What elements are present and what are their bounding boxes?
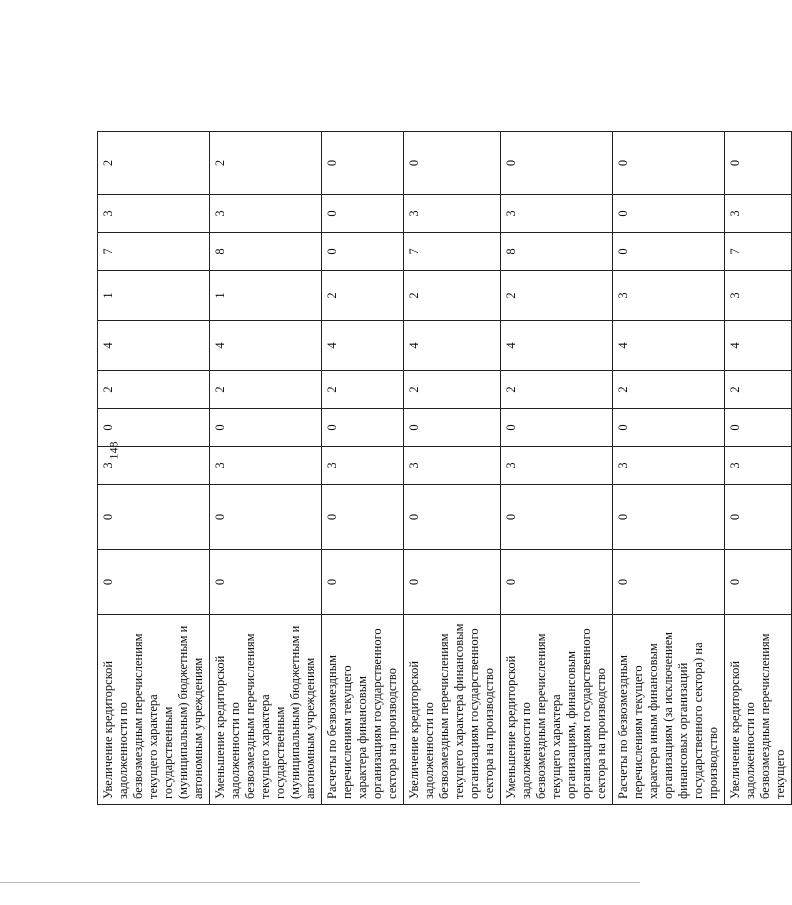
code-cell: 2 (322, 271, 404, 321)
table-row (613, 132, 725, 805)
code-cell: 2 (210, 371, 322, 409)
code-cell: 0 (613, 132, 725, 195)
table-row (501, 132, 613, 805)
table-row (98, 132, 210, 805)
row-description: Увеличение кредиторской задолженности по безвозмездным перечислениям текущего (725, 615, 792, 805)
code-cell: 0 (98, 409, 210, 447)
code-cell: 0 (98, 550, 210, 615)
code-cell: 3 (613, 447, 725, 485)
document-table-wrapper (97, 132, 787, 805)
row-description: Уменьшение кредиторской задолженности по безвозмездным перечислениям текущего характера государственным (муниципальным) бюджетным и автономным учреждениям (210, 615, 322, 805)
code-cell: 0 (613, 485, 725, 550)
code-cell: 0 (613, 550, 725, 615)
code-cell: 0 (501, 132, 613, 195)
code-cell: 3 (210, 447, 322, 485)
code-cell: 3 (404, 447, 501, 485)
code-cell: 2 (501, 371, 613, 409)
code-cell: 3 (725, 271, 792, 321)
row-description: Расчеты по безвозмездным перечислениям текущего характера иным финансовым организациям (за исключением финансовых организаций государственного сектора) на производство (613, 615, 725, 805)
code-cell: 4 (501, 321, 613, 371)
row-description: Увеличение кредиторской задолженности по безвозмездным перечислениям текущего характера государственным (муниципальным) бюджетным и автономным учреждениям (98, 615, 210, 805)
code-cell: 0 (322, 550, 404, 615)
code-cell: 0 (210, 550, 322, 615)
code-cell: 0 (404, 550, 501, 615)
code-cell: 0 (322, 233, 404, 271)
code-cell: 0 (404, 132, 501, 195)
code-cell: 2 (322, 371, 404, 409)
code-cell: 2 (98, 132, 210, 195)
code-cell: 0 (613, 233, 725, 271)
row-description: Увеличение кредиторской задолженности по безвозмездным перечислениям текущего характера финансовым организациям государственного сектора на производство (404, 615, 501, 805)
code-cell: 3 (98, 447, 210, 485)
code-cell: 0 (210, 409, 322, 447)
page-bottom-rule (0, 882, 640, 883)
code-cell: 0 (613, 195, 725, 233)
code-cell: 0 (210, 485, 322, 550)
code-cell: 2 (501, 271, 613, 321)
row-description: Расчеты по безвозмездным перечислениям текущего характера финансовым организациям государственного сектора на производство (322, 615, 404, 805)
code-cell: 0 (322, 409, 404, 447)
code-cell: 2 (404, 371, 501, 409)
code-cell: 4 (210, 321, 322, 371)
code-cell: 3 (98, 195, 210, 233)
code-cell: 4 (725, 321, 792, 371)
code-cell: 0 (725, 132, 792, 195)
code-cell: 0 (98, 485, 210, 550)
code-cell: 4 (613, 321, 725, 371)
table-body (98, 132, 792, 805)
code-cell: 0 (322, 132, 404, 195)
code-cell: 0 (725, 485, 792, 550)
code-cell: 0 (404, 409, 501, 447)
code-cell: 0 (404, 485, 501, 550)
code-cell: 2 (98, 371, 210, 409)
code-cell: 7 (404, 233, 501, 271)
code-cell: 8 (501, 233, 613, 271)
code-cell: 3 (404, 195, 501, 233)
code-cell: 3 (613, 271, 725, 321)
code-cell: 0 (501, 409, 613, 447)
code-cell: 4 (404, 321, 501, 371)
code-cell: 2 (404, 271, 501, 321)
code-cell: 1 (210, 271, 322, 321)
code-cell: 4 (322, 321, 404, 371)
account-codes-table (97, 131, 792, 805)
code-cell: 3 (725, 195, 792, 233)
code-cell: 0 (322, 195, 404, 233)
code-cell: 0 (501, 485, 613, 550)
row-description: Уменьшение кредиторской задолженности по безвозмездным перечислениям текущего характера организациям, финансовым организациям государственного сектора на производство (501, 615, 613, 805)
code-cell: 8 (210, 233, 322, 271)
table-row (210, 132, 322, 805)
code-cell: 2 (613, 371, 725, 409)
code-cell: 3 (322, 447, 404, 485)
table-row (725, 132, 792, 805)
code-cell: 2 (210, 132, 322, 195)
code-cell: 1 (98, 271, 210, 321)
code-cell: 7 (725, 233, 792, 271)
code-cell: 0 (501, 550, 613, 615)
page-number: 148 (106, 441, 121, 460)
table-row (404, 132, 501, 805)
code-cell: 0 (725, 550, 792, 615)
code-cell: 3 (725, 447, 792, 485)
code-cell: 3 (501, 195, 613, 233)
code-cell: 3 (210, 195, 322, 233)
table-row (322, 132, 404, 805)
code-cell: 7 (98, 233, 210, 271)
code-cell: 0 (725, 409, 792, 447)
code-cell: 2 (725, 371, 792, 409)
code-cell: 0 (322, 485, 404, 550)
code-cell: 0 (613, 409, 725, 447)
code-cell: 4 (98, 321, 210, 371)
code-cell: 3 (501, 447, 613, 485)
